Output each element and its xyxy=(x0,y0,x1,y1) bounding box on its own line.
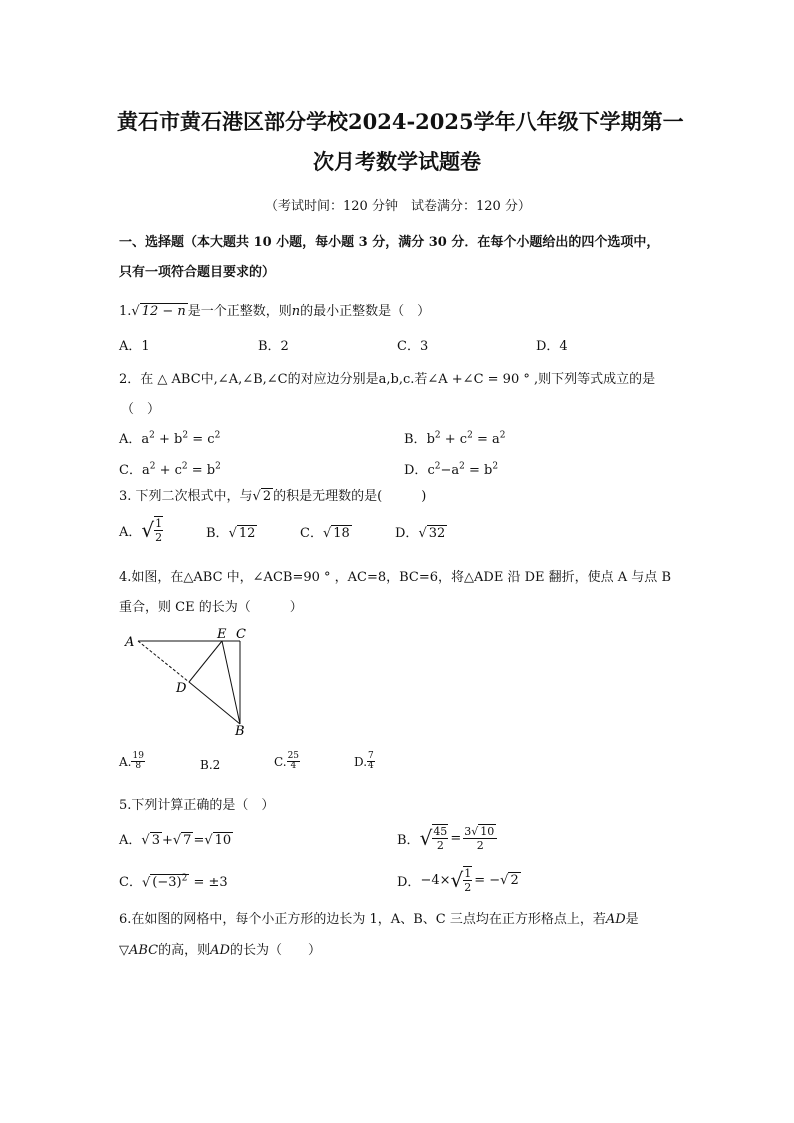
question-6-cont: ▽ABC的高，则AD的长为（ ） xyxy=(119,943,321,958)
q1-option-b: B．2 xyxy=(258,339,289,354)
q4-option-d: D. $\frac{7}{4}$ xyxy=(354,751,374,771)
sqrt-expression: √ 2 xyxy=(252,489,272,504)
section-heading-cont: 只有一项符合题目要求的） xyxy=(119,265,276,280)
q3-option-c: C．√ 18 xyxy=(300,526,350,541)
label-c: C xyxy=(236,627,246,642)
exam-info: （考试时间：120 分钟 试卷满分：120 分） xyxy=(265,199,531,214)
question-1 xyxy=(119,300,430,319)
title-line-2: 次月考数学试题卷 xyxy=(313,149,481,174)
label-d: D xyxy=(176,681,187,696)
q5-option-b: B． √ $\frac{45}{2}$ = $\frac{3√ 10}{2}$ xyxy=(397,818,497,858)
segment-ad-dashed xyxy=(138,641,189,682)
q4-option-b: B.2 xyxy=(200,758,221,772)
q2-option-c: C．$a^2 + c^2 = b^2$ xyxy=(119,461,221,478)
q5-option-d: D． −4× √ $\frac{1}{2}$ = − √ 2 xyxy=(397,867,519,894)
q2-option-b: B．$b^2 + c^2 = a^2$ xyxy=(404,430,506,447)
question-4-cont: 重合，则 CE 的长为（ ） xyxy=(119,600,303,615)
q4-option-c: C. $\frac{25}{4}$ xyxy=(274,751,300,771)
q4-option-a: A. $\frac{19}{8}$ xyxy=(119,751,144,771)
q5-option-c: C．√ $(-3)^2 = \pm 3$ xyxy=(119,873,228,890)
q1-option-a: A．1 xyxy=(119,339,150,354)
q1-number: 1. xyxy=(119,304,132,319)
title-line-1: 黄石市黄石港区部分学校2024-2025学年八年级下学期第一 xyxy=(117,109,684,134)
sqrt-expression: √ 12 − n xyxy=(131,304,186,319)
q3-option-b: B．√ 12 xyxy=(206,526,256,541)
label-e: E xyxy=(217,627,227,642)
q1-option-d: D．4 xyxy=(536,339,568,354)
triangle-figure xyxy=(118,624,268,738)
label-a: A xyxy=(125,635,135,650)
question-5: 5.下列计算正确的是（ ） xyxy=(119,798,275,813)
label-b: B xyxy=(235,724,245,738)
segment-de xyxy=(189,641,222,682)
section-heading: 一、选择题（本大题共 10 小题，每小题 3 分，满分 30 分．在每个小题给出的四个选项中， xyxy=(119,235,660,250)
q1-option-c: C．3 xyxy=(397,339,429,354)
question-4: 4.如图，在△ABC 中，∠ACB=90 ° ，AC=8，BC=6，将△ADE 沿 DE 翻折，使点 A 与点 B xyxy=(119,570,671,585)
question-3: 3. 下列二次根式中，与√ 2 的积是无理数的是( ) xyxy=(119,489,427,504)
q5-option-a: A．√ 3 +√ 7 =√ 10 xyxy=(119,833,232,848)
q3-option-d: D．√ 32 xyxy=(395,526,446,541)
q1-variable: n xyxy=(291,304,301,319)
q2-option-d: D．$c^2-a^2 = b^2$ xyxy=(404,461,499,478)
q1-text: 是一个正整数，则 xyxy=(187,304,292,319)
q2-option-a: A．$a^2 + b^2 = c^2$ xyxy=(119,430,221,447)
question-2-cont: （ ） xyxy=(121,402,161,417)
q1-text-tail: 的最小正整数是（ ） xyxy=(300,304,431,319)
question-6: 6.在如图的网格中，每个小正方形的边长为 1，A、B、C 三点均在正方形格点上，若AD是 xyxy=(119,912,639,927)
question-2: 2．在 △ ABC中,∠A,∠B,∠C的对应边分别是a,b,c.若∠A +∠C = 90 ° ,则下列等式成立的是 xyxy=(119,372,656,387)
q3-option-a: A． √ $\frac{1}{2}$ xyxy=(119,517,163,544)
